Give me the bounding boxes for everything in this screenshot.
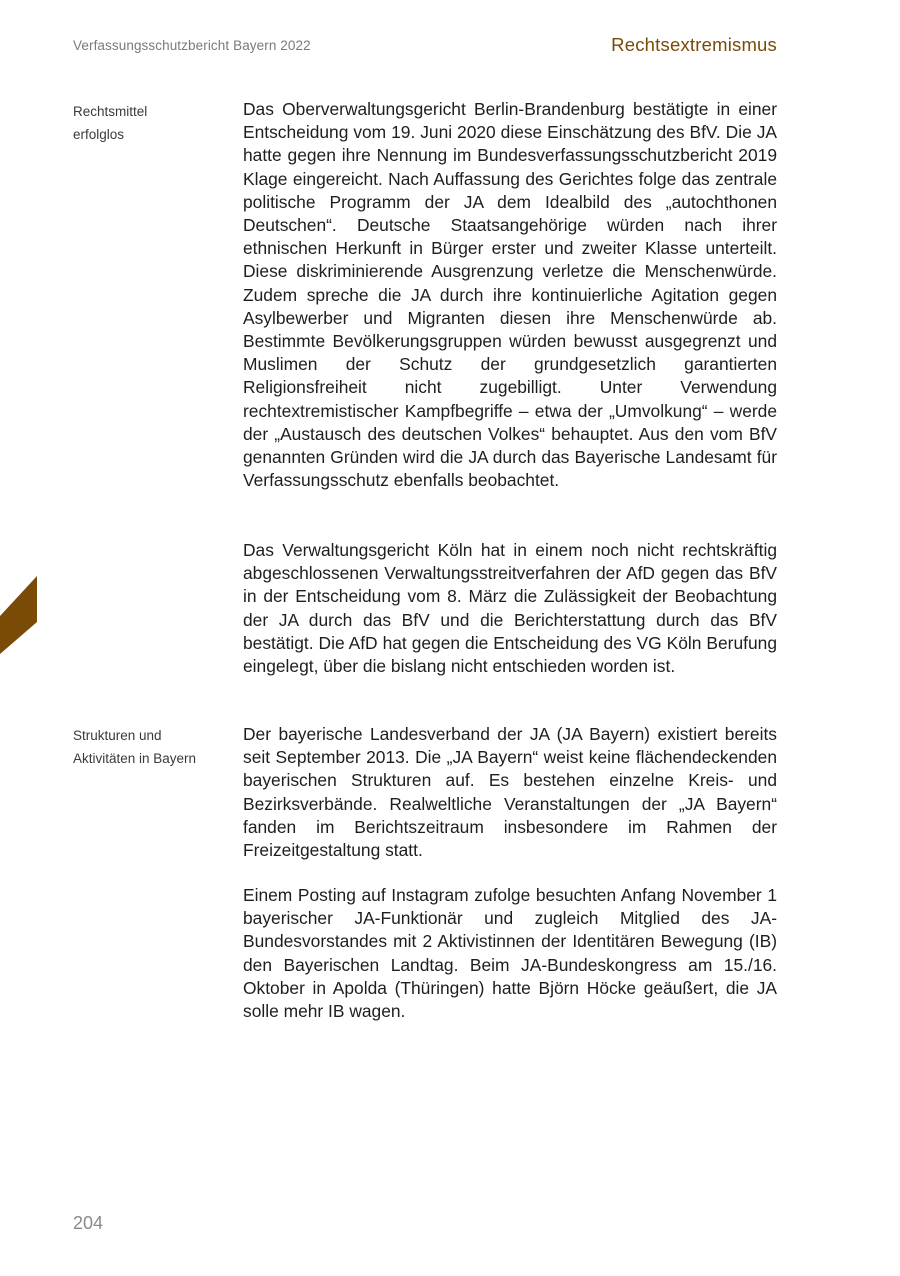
paragraph-text: Das Verwaltungsgericht Köln hat in einem noch nicht rechtskräftig abgeschlossenen Verwaltungsstreitverfahren der AfD gegen das BfV in der Entscheidung vom 8. März die Zulässigkeit der Beobachtung der JA durch das BfV und die Berichterstattung durch das BfV bestätigt. Die AfD hat gegen die Entscheidung des VG Köln Berufung eingelegt, über die bislang nicht entschieden worden ist. — [243, 540, 777, 677]
margin-label-strukturen — [73, 724, 223, 770]
margin-label-line: erfolglos — [73, 127, 125, 142]
margin-label-line: Aktivitäten in Bayern — [73, 751, 197, 766]
paragraph-text: Der bayerische Landesverband der JA (JA Bayern) existiert bereits seit September 2013. Die „JA Bayern“ weist keine flächendeckenden bayerischen Strukturen auf. Es bestehen einzelne Kreis- und Bezirksverbände. Realweltliche Veranstaltungen der „JA Bayern“ fanden im Berichtszeitraum insbesondere im Rahmen der Freizeitgestaltung statt. — [243, 724, 777, 861]
running-header-title: Verfassungsschutzbericht Bayern 2022 — [73, 38, 311, 53]
body-paragraph — [243, 98, 777, 492]
page-number: 204 — [73, 1213, 104, 1233]
chapter-title: Rechtsextremismus — [611, 34, 777, 55]
margin-label-line: Rechtsmittel — [73, 104, 148, 119]
paragraph-text: Einem Posting auf Instagram zufolge besuchten Anfang November 1 bayerischer JA-Funktionär und zugleich Mitglied des JA-Bundesvorstandes mit 2 Aktivistinnen der Identitären Bewegung (IB) den Bayerischen Landtag. Beim JA-Bundeskongress am 15./16. Oktober in Apolda (Thüringen) hatte Björn Höcke geäußert, die JA solle mehr IB wagen. — [243, 885, 777, 1022]
body-paragraph — [243, 884, 777, 1023]
paragraph-text: Das Oberverwaltungsgericht Berlin-Brandenburg bestätigte in einer Entscheidung vom 19. Juni 2020 diese Einschätzung des BfV. Die JA hatte gegen ihre Nennung im Bundesverfassungsschutzbericht 2019 Klage eingereicht. Nach Auffassung des Gerichtes folge das zentrale politische Programm der JA dem Idealbild des „autochthonen Deutschen“. Deutsche Staatsangehörige würden nach ihrer ethnischen Herkunft in Bürger erster und zweiter Klasse unterteilt. Diese diskriminierende Ausgrenzung verletze die Menschenwürde. Zudem spreche die JA durch ihre kontinuierliche Agitation gegen Asylbewerber und Migranten diesen ihre Menschenwürde ab. Bestimmte Bevölkerungsgruppen würden bewusst ausgegrenzt und Muslimen der Schutz der grundgesetzlich garantierten Religionsfreiheit nicht zugebilligt. Unter Verwendung rechtextremistischer Kampfbegriffe – etwa der „Umvolkung“ – werde der „Austausch des deutschen Volkes“ behauptet. Aus den vom BfV genannten Gründen wird die JA durch das Bayerische Landesamt für Verfassungsschutz ebenfalls beobachtet. — [243, 99, 777, 491]
body-paragraph — [243, 539, 777, 678]
margin-label-line: Strukturen und — [73, 728, 162, 743]
margin-label-rechtsmittel — [73, 100, 223, 146]
chapter-marker-tab — [0, 576, 37, 654]
body-paragraph — [243, 723, 777, 862]
